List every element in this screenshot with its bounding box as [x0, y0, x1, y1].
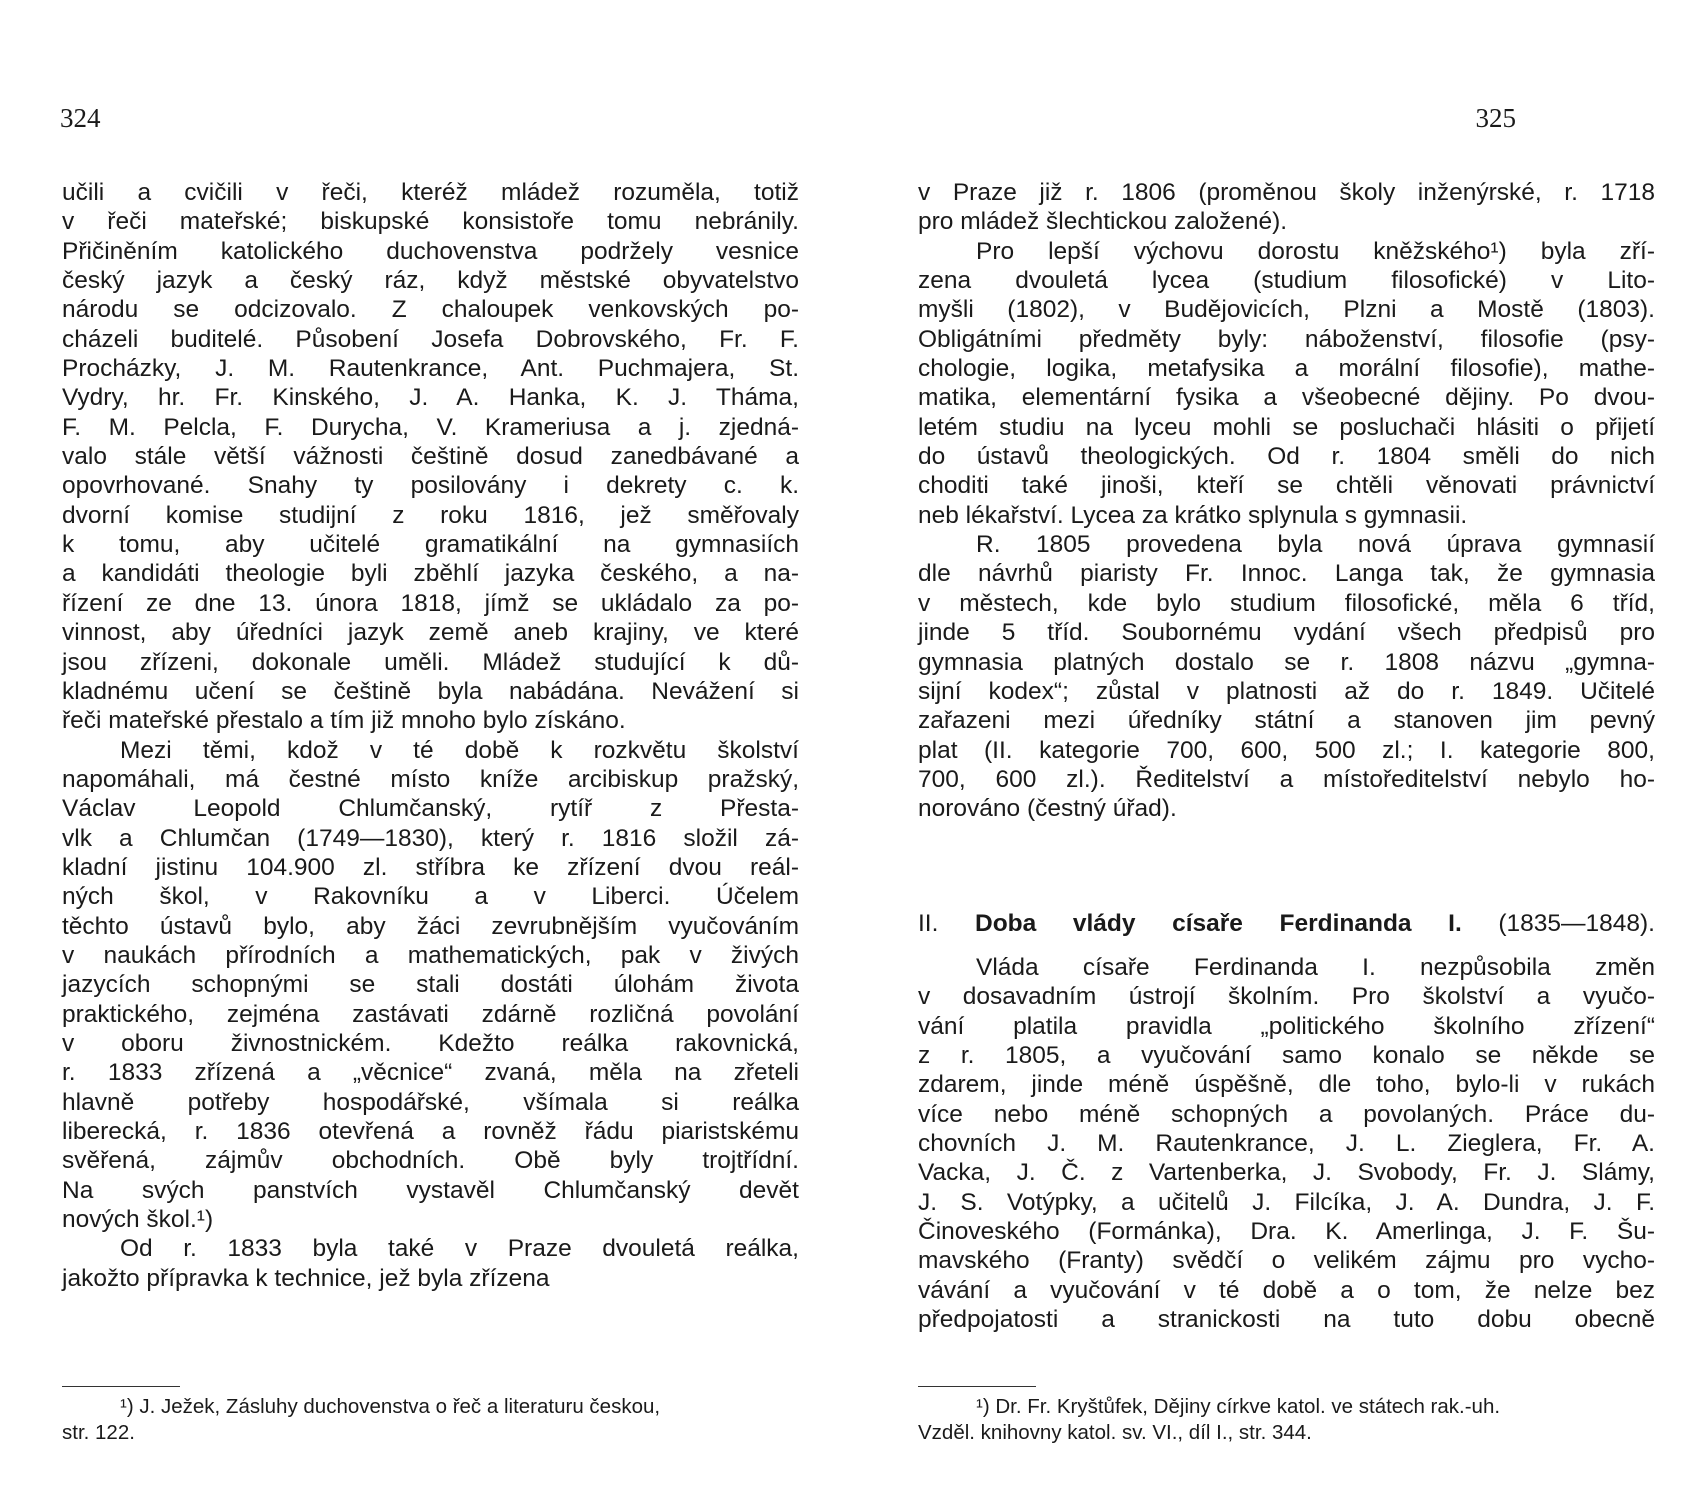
footnote-right: [918, 1394, 1655, 1446]
text-line: Přičiněním katolického duchovenstva podržely vesnice: [62, 237, 799, 265]
text-line: vávání a vyučování v té době a o tom, že nelze bez: [918, 1276, 1655, 1304]
text-line: Vláda císaře Ferdinanda I. nezpůsobila změn: [976, 954, 1655, 981]
text-line: mavského (Franty) svědčí o velikém zájmu pro vycho-: [918, 1247, 1655, 1275]
text-line: pro mládež šlechtickou založené).: [918, 208, 1288, 236]
text-line: ných škol, v Rakovníku a v Liberci. Účelem: [62, 883, 799, 911]
text-line: v řeči mateřské; biskupské konsistoře tomu nebránily.: [62, 208, 799, 236]
text-line: opovrhované. Snahy ty posilovány i dekrety c. k.: [62, 472, 799, 500]
footnote-rule-right: [918, 1386, 1036, 1387]
text-line: letém studiu na lyceu mohli se posluchači hlásiti o přijetí: [918, 413, 1655, 441]
text-line: Václav Leopold Chlumčanský, rytíř z Přesta-: [62, 795, 799, 823]
footnote-line: Vzděl. knihovny katol. sv. VI., díl I., str. 344.: [918, 1421, 1312, 1444]
text-line: 700, 600 zl.). Ředitelství a místoředitelství nebylo ho-: [918, 765, 1655, 793]
text-line: Na svých panstvích vystavěl Chlumčanský devět: [62, 1176, 799, 1204]
text-line: řeči mateřské přestalo a tím již mnoho bylo získáno.: [62, 707, 626, 735]
text-line: jakožto přípravka k technice, jež byla zřízena: [62, 1264, 550, 1292]
text-line: matika, elementární fysika a všeobecné dějiny. Po dvou-: [918, 384, 1655, 412]
text-line: český jazyk a český ráz, když městské obyvatelstvo: [62, 267, 799, 295]
text-line: Mezi těmi, kdož v té době k rozkvětu školství: [120, 736, 799, 764]
footnote-rule-left: [62, 1386, 180, 1387]
text-line: gymnasia platných dostalo se r. 1808 názvu „gymna-: [918, 648, 1655, 676]
text-line: R. 1805 provedena byla nová úprava gymnasií: [976, 531, 1655, 559]
text-line: a kandidáti theologie byli zběhlí jazyka českého, a na-: [62, 560, 799, 588]
footnote-line: str. 122.: [62, 1421, 135, 1444]
text-line: těchto ústavů bylo, aby žáci zevrubnějším vyučováním: [62, 912, 799, 940]
text-line: sijní kodex“; zůstal v platnosti až do r. 1849. Učitelé: [918, 677, 1655, 705]
footnote-line: ¹) Dr. Fr. Kryštůfek, Dějiny církve katol. ve státech rak.-uh.: [976, 1395, 1501, 1418]
text-line: jsou zřízeni, dokonale uměli. Mládež studující k dů-: [62, 648, 799, 676]
footnote-left: [62, 1394, 799, 1446]
text-line: zdarem, jinde méně úspěšně, dle toho, bylo-li v rukách: [918, 1071, 1655, 1099]
text-line: J. S. Votýpky, a učitelů J. Filcíka, J. A. Dundra, J. F.: [918, 1188, 1655, 1216]
text-line: vlk a Chlumčan (1749—1830), který r. 1816 složil zá-: [62, 824, 799, 852]
text-line: řízení ze dne 13. února 1818, jímž se ukládalo za po-: [62, 589, 799, 617]
text-line: jinde 5 tříd. Soubornému vydání všech předpisů pro: [918, 619, 1655, 647]
text-line: zena dvouletá lycea (studium filosofické) v Lito-: [918, 267, 1655, 295]
text-line: cházeli buditelé. Působení Josefa Dobrovského, Fr. F.: [62, 325, 799, 353]
text-line: Od r. 1833 byla také v Praze dvouletá reálka,: [120, 1235, 799, 1263]
text-line: liberecká, r. 1836 otevřená a rovněž řádu piaristskému: [62, 1118, 799, 1145]
heading-numeral: II.: [918, 910, 939, 937]
page-number-right: 325: [1475, 103, 1516, 133]
text-line: do ústavů theologických. Od r. 1804 směli do nich: [918, 443, 1655, 471]
text-line: choditi také jinoši, kteří se chtěli věnovati právnictví: [918, 472, 1655, 500]
text-line: dvorní komise studijní z roku 1816, jež směřovaly: [62, 501, 799, 529]
text-line: valo stále větší vážnosti češtině dosud zanedbávané a: [62, 443, 799, 471]
text-line: Pro lepší výchovu dorostu kněžského¹) byla zří-: [976, 237, 1655, 265]
footnote-line: ¹) J. Ježek, Zásluhy duchovenstva o řeč a literaturu českou,: [120, 1395, 661, 1418]
heading-years: (1835—1848).: [1498, 910, 1655, 937]
text-line: předpojatosti a stranickosti na tuto dobu obecně: [918, 1306, 1655, 1334]
text-line: v Praze již r. 1806 (proměnou školy inženýrské, r. 1718: [918, 179, 1655, 206]
text-line: nových škol.¹): [62, 1206, 214, 1234]
text-line: hlavně potřeby hospodářské, všímala si reálka: [62, 1088, 799, 1116]
text-line: neb lékařství. Lycea za krátko splynula s gymnasii.: [918, 501, 1468, 529]
left-page-text: [62, 178, 799, 1293]
heading-title: Doba vlády císaře Ferdinanda I.: [975, 910, 1462, 937]
text-line: v naukách přírodních a mathematických, pak v živých: [62, 941, 799, 969]
text-line: Vacka, J. Č. z Vartenberka, J. Svobody, Fr. J. Slámy,: [918, 1159, 1655, 1187]
text-line: k tomu, aby učitelé gramatikální na gymnasiích: [62, 531, 799, 559]
text-line: učili a cvičili v řeči, kteréž mládež rozuměla, totiž: [62, 179, 799, 206]
text-line: z r. 1805, a vyučování samo konalo se někde se: [918, 1042, 1655, 1070]
section-heading: [918, 908, 1655, 940]
text-line: kladnému učení se češtině byla nabádána. Nevážení si: [62, 677, 799, 705]
text-line: myšli (1802), v Budějovicích, Plzni a Mostě (1803).: [918, 296, 1655, 324]
text-line: dle návrhů piaristy Fr. Innoc. Langa tak, že gymnasia: [918, 560, 1655, 588]
text-line: v dosavadním ústrojí školním. Pro školství a vyučo-: [918, 983, 1655, 1011]
text-line: chologie, logika, metafysika a morální filosofie), mathe-: [918, 355, 1655, 383]
text-line: Procházky, J. M. Rautenkrance, Ant. Puchmajera, St.: [62, 355, 799, 383]
text-line: vinnost, aby úředníci jazyk země aneb krajiny, ve které: [62, 619, 799, 647]
text-line: v městech, kde bylo studium filosofické, měla 6 tříd,: [918, 589, 1655, 617]
text-line: zařazeni mezi úředníky státní a stanoven jim pevný: [918, 707, 1655, 735]
text-line: plat (II. kategorie 700, 600, 500 zl.; I. kategorie 800,: [918, 736, 1655, 764]
text-line: Činoveského (Formánka), Dra. K. Amerlinga, J. F. Šu-: [918, 1218, 1655, 1246]
right-page-text-continued: [918, 953, 1655, 1334]
page-number-left: 324: [60, 103, 101, 133]
text-line: chovních J. M. Rautenkrance, J. L. Zieglera, Fr. A.: [918, 1130, 1655, 1158]
text-line: napomáhali, má čestné místo kníže arcibiskup pražský,: [62, 765, 799, 793]
text-line: kladní jistinu 104.900 zl. stříbra ke zřízení dvou reál-: [62, 853, 799, 881]
text-line: více nebo méně schopných a povolaných. Práce du-: [918, 1100, 1655, 1128]
text-line: Obligátními předměty byly: náboženství, filosofie (psy-: [918, 325, 1655, 353]
text-line: praktického, zejména zastávati zdárně rozličná povolání: [62, 1000, 799, 1028]
text-line: r. 1833 zřízená a „věcnice“ zvaná, měla na zřeteli: [62, 1059, 799, 1087]
right-page-text: [918, 178, 1655, 824]
text-line: norováno (čestný úřad).: [918, 795, 1177, 823]
text-line: Vydry, hr. Fr. Kinského, J. A. Hanka, K. J. Tháma,: [62, 384, 799, 412]
text-line: vání platila pravidla „politického školního zřízení“: [918, 1012, 1655, 1040]
text-line: jazycích schopnými se stali dostáti úlohám života: [62, 971, 799, 999]
text-line: svěřená, zájmův obchodních. Obě byly trojtřídní.: [62, 1147, 799, 1175]
text-line: národu se odcizovalo. Z chaloupek venkovských po-: [62, 296, 799, 324]
text-line: F. M. Pelcla, F. Durycha, V. Krameriusa a j. zjedná-: [62, 413, 799, 441]
text-line: v oboru živnostnickém. Kdežto reálka rakovnická,: [62, 1029, 799, 1057]
